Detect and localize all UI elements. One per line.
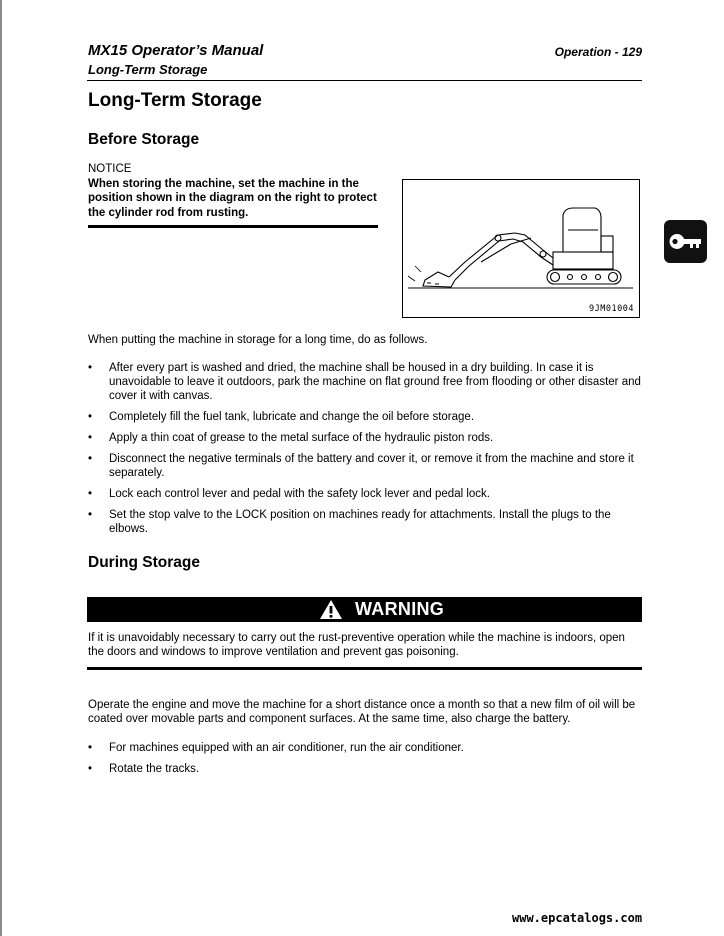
footer-url: www.epcatalogs.com bbox=[512, 911, 643, 925]
list-item-text: For machines equipped with an air conditioner, run the air conditioner. bbox=[109, 742, 464, 754]
list-item bbox=[88, 487, 643, 501]
notice-rule bbox=[88, 225, 378, 228]
header-rule bbox=[87, 80, 642, 81]
bullet-marker: • bbox=[88, 763, 93, 775]
list-item bbox=[88, 361, 643, 403]
storage-position-diagram bbox=[402, 179, 640, 318]
side-tab-key bbox=[664, 220, 707, 263]
warning-triangle-icon bbox=[319, 599, 343, 620]
before-storage-heading: Before Storage bbox=[88, 131, 200, 148]
during-storage-heading: During Storage bbox=[88, 554, 200, 571]
list-item bbox=[88, 508, 643, 536]
bullet-marker: • bbox=[88, 362, 93, 374]
list-item-text: Set the stop valve to the LOCK position on machines ready for attachments. Install the plugs to the elbows. bbox=[109, 509, 611, 535]
during-storage-list bbox=[88, 741, 643, 783]
during-storage-paragraph: Operate the engine and move the machine for a short distance once a month so that a new film of oil will be coated over movable parts and component surfaces. At the same time, also charge the battery. bbox=[88, 699, 636, 725]
bullet-marker: • bbox=[88, 509, 93, 521]
list-item bbox=[88, 410, 643, 424]
list-item-text: Rotate the tracks. bbox=[109, 763, 200, 775]
page-left-edge bbox=[0, 0, 2, 936]
notice-text: When storing the machine, set the machine in the position shown in the diagram on the right to protect the cylinder rod from rusting. bbox=[88, 177, 377, 219]
bullet-marker: • bbox=[88, 432, 93, 444]
before-storage-list bbox=[88, 361, 643, 543]
bullet-marker: • bbox=[88, 488, 93, 500]
manual-title: MX15 Operator’s Manual bbox=[88, 42, 264, 59]
warning-text: If it is unavoidably necessary to carry out the rust-preventive operation while the machine is indoors, open the doors and windows to improve ventilation and prevent gas poisoning. bbox=[88, 632, 625, 658]
notice-block bbox=[88, 162, 378, 220]
list-item bbox=[88, 741, 643, 755]
warning-label: WARNING bbox=[355, 599, 445, 619]
list-item-text: Disconnect the negative terminals of the battery and cover it, or remove it from the machine and store it separately. bbox=[109, 453, 634, 479]
list-item bbox=[88, 762, 643, 776]
bullet-marker: • bbox=[88, 742, 93, 754]
page-title: Long-Term Storage bbox=[88, 90, 262, 111]
list-item-text: After every part is washed and dried, the machine shall be housed in a dry building. In case it is unavoidable to leave it outdoors, park the machine on flat ground free from flooding or other disaster and cover it with canvas. bbox=[109, 362, 641, 402]
notice-label: NOTICE bbox=[88, 163, 132, 175]
list-item-text: Completely fill the fuel tank, lubricate and change the oil before storage. bbox=[109, 411, 475, 423]
excavator-illustration bbox=[403, 180, 639, 317]
bullet-marker: • bbox=[88, 453, 93, 465]
list-item-text: Lock each control lever and pedal with the safety lock lever and pedal lock. bbox=[109, 488, 490, 500]
page-number-label: Operation - 129 bbox=[554, 45, 642, 59]
list-item bbox=[88, 431, 643, 445]
list-item-text: Apply a thin coat of grease to the metal surface of the hydraulic piston rods. bbox=[109, 432, 494, 444]
section-subtitle: Long-Term Storage bbox=[88, 62, 208, 77]
key-icon bbox=[664, 220, 707, 263]
bullet-marker: • bbox=[88, 411, 93, 423]
list-item bbox=[88, 452, 643, 480]
intro-paragraph: When putting the machine in storage for a long time, do as follows. bbox=[88, 334, 428, 346]
warning-rule bbox=[87, 667, 642, 670]
warning-banner bbox=[87, 597, 642, 622]
figure-caption: 9JM01004 bbox=[589, 304, 634, 314]
